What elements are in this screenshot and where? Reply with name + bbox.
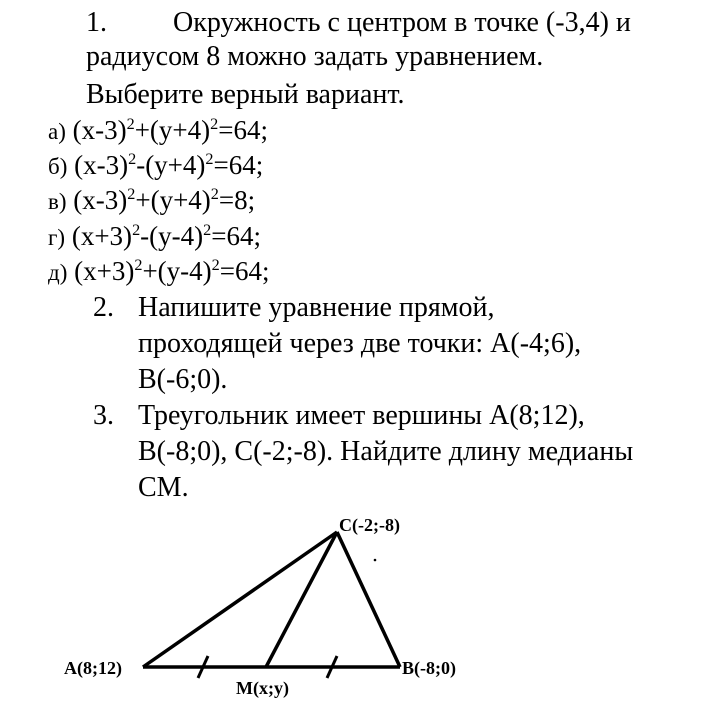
question-1-line-1: Окружность с центром в точке (-3,4) и	[173, 7, 631, 38]
triangle-figure	[0, 505, 720, 713]
question-3-line-3: CM.	[138, 472, 189, 503]
question-3-number: 3.	[93, 400, 114, 431]
label-vertex-a: A(8;12)	[64, 658, 122, 678]
option-letter: а)	[48, 119, 66, 144]
label-vertex-c: C(-2;-8)	[339, 515, 400, 535]
question-1-line-2: радиусом 8 можно задать уравнением.	[86, 41, 544, 72]
stray-dot	[374, 559, 377, 562]
answer-option-b: б) $(x-3)^2-(y+4)^2=64$;	[48, 150, 264, 180]
side-ac	[143, 532, 337, 667]
label-midpoint-m: M(x;y)	[236, 678, 289, 698]
option-letter: б)	[48, 154, 68, 179]
question-2-line-2: проходящей через две точки: A(-4;6),	[138, 328, 582, 359]
side-cb	[337, 532, 400, 667]
question-1-line-3: Выберите верный вариант.	[86, 79, 405, 110]
answer-option-d: д) $(x+3)^2+(y-4)^2=64$;	[48, 256, 270, 286]
option-letter: д)	[48, 260, 68, 285]
question-2-line-1: Напишите уравнение прямой,	[138, 292, 495, 323]
option-letter: в)	[48, 189, 67, 214]
label-vertex-b: B(-8;0)	[402, 658, 456, 678]
question-3-line-1: Треугольник имеет вершины A(8;12),	[138, 400, 585, 431]
question-2-number: 2.	[93, 292, 114, 323]
answer-option-g: г) $(x+3)^2-(y-4)^2=64$;	[48, 221, 261, 251]
answer-option-a: а) $(x-3)^2+(y+4)^2=64$;	[48, 115, 268, 145]
question-3-line-2: B(-8;0), C(-2;-8). Найдите длину медианы	[138, 436, 634, 467]
question-2-line-3: B(-6;0).	[138, 364, 228, 395]
question-1-number: 1.	[86, 7, 107, 38]
option-letter: г)	[48, 225, 66, 250]
answer-option-v: в) $(x-3)^2+(y+4)^2=8$;	[48, 185, 256, 215]
median-cm	[266, 532, 337, 667]
